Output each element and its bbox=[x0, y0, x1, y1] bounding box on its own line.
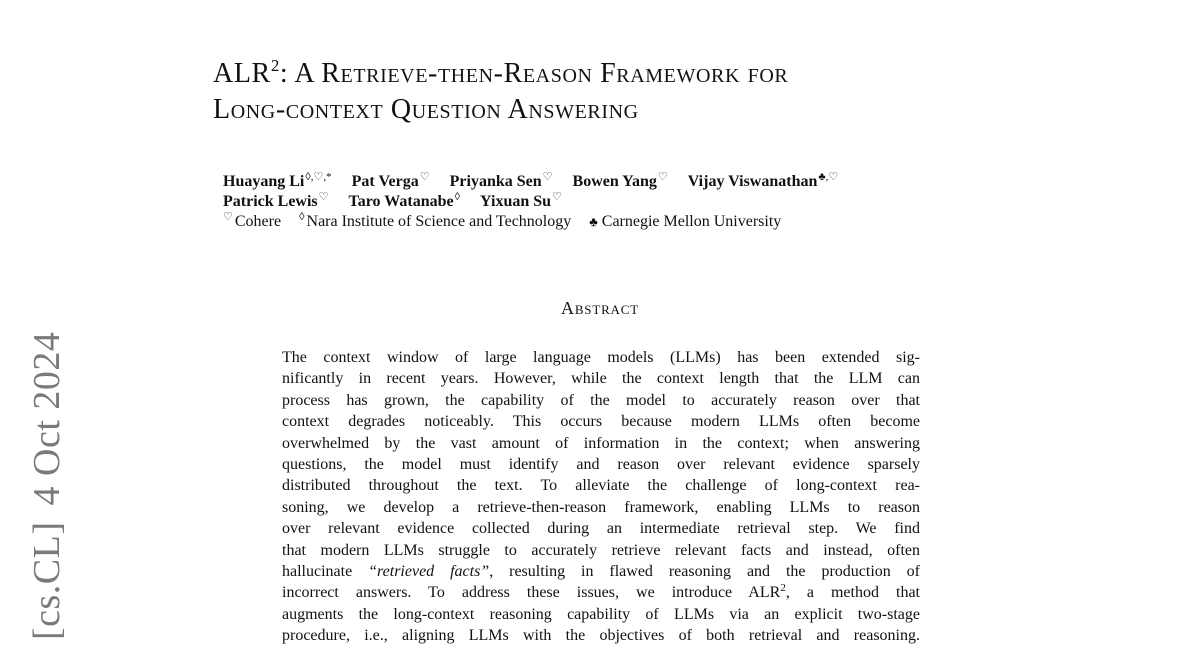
author-row-2 bbox=[223, 192, 1103, 212]
affiliation: ◊ Nara Institute of Science and Technology bbox=[299, 211, 572, 230]
abstract-line: process has grown, the capability of the model to accurately reason over that bbox=[282, 391, 920, 409]
author: Patrick Lewis♡ bbox=[223, 191, 329, 210]
title-line-2: Long-context Question Answering bbox=[213, 94, 639, 125]
abstract-line: incorrect answers. To address these issues, we introduce ALR$^2$, a method that bbox=[282, 582, 920, 602]
title-line-1 bbox=[213, 56, 1113, 92]
title-superscript: 2 bbox=[270, 56, 280, 75]
author-affiliation-marks: ♡ bbox=[318, 191, 329, 203]
author-block bbox=[223, 172, 1103, 232]
author-affiliation-marks: ♡ bbox=[419, 171, 430, 183]
arxiv-category: [cs.CL] bbox=[26, 521, 68, 640]
abstract-body bbox=[282, 347, 920, 647]
author-affiliation-marks: ♡ bbox=[552, 191, 562, 203]
abstract-line: augments the long-context reasoning capability of LLMs via an explicit two-stage bbox=[282, 605, 920, 623]
club-symbol-icon: ♣ bbox=[589, 214, 598, 229]
abstract-line: questions, the model must identify and reason over relevant evidence sparsely bbox=[282, 456, 920, 474]
abstract-line: nificantly in recent years. However, while the context length that the LLM can bbox=[282, 370, 920, 388]
diamond-symbol-icon: ◊ bbox=[299, 211, 305, 223]
author: Pat Verga♡ bbox=[351, 171, 430, 190]
paper-title bbox=[213, 56, 1113, 128]
title-acronym: ALR bbox=[213, 58, 271, 89]
author: Taro Watanabe◊ bbox=[348, 191, 461, 210]
abstract-line: that modern LLMs struggle to accurately retrieve relevant facts and instead, often bbox=[282, 541, 920, 559]
emphasized-phrase: “retrieved facts” bbox=[368, 563, 490, 581]
affiliation: ♣ Carnegie Mellon University bbox=[589, 213, 782, 230]
author-affiliation-marks: ♣,♡ bbox=[818, 171, 839, 183]
author-affiliation-marks: ◊ bbox=[454, 191, 461, 203]
author-affiliation-marks: ◊,♡,* bbox=[305, 171, 332, 183]
author: Bowen Yang♡ bbox=[572, 171, 668, 190]
title-line-1-text: : A Retrieve-then-Reason Framework for bbox=[279, 58, 789, 89]
abstract-line: The context window of large language models (LLMs) has been extended sig- bbox=[282, 349, 920, 366]
author-row-1 bbox=[223, 172, 1103, 192]
author-affiliation-marks: ♡ bbox=[657, 171, 668, 183]
author: Priyanka Sen♡ bbox=[449, 171, 553, 190]
author: Huayang Li◊,♡,* bbox=[223, 171, 332, 190]
arxiv-identifier-stamp bbox=[24, 320, 70, 640]
abstract-line: hallucinate “retrieved facts”, resulting in flawed reasoning and the production of bbox=[282, 563, 921, 581]
affiliations-row bbox=[223, 212, 1103, 232]
arxiv-date: 4 Oct 2024 bbox=[26, 331, 68, 506]
abstract-line: overwhelmed by the vast amount of information in the context; when answering bbox=[282, 434, 920, 452]
abstract-line: distributed throughout the text. To alleviate the challenge of long-context rea- bbox=[282, 477, 920, 495]
abstract-line: procedure, i.e., aligning LLMs with the objectives of both retrieval and reasoning. bbox=[282, 627, 920, 645]
author: Yixuan Su♡ bbox=[480, 191, 562, 210]
affiliation: ♡ Cohere bbox=[223, 211, 282, 230]
abstract-heading: Abstract bbox=[561, 298, 639, 318]
abstract-line: soning, we develop a retrieve-then-reason framework, enabling LLMs to reason bbox=[282, 498, 920, 516]
heart-symbol-icon: ♡ bbox=[223, 211, 233, 223]
abstract-line: over relevant evidence collected during an intermediate retrieval step. We find bbox=[282, 520, 920, 538]
author-affiliation-marks: ♡ bbox=[542, 171, 553, 183]
abstract-line: context degrades noticeably. This occurs because modern LLMs often become bbox=[282, 413, 920, 431]
author: Vijay Viswanathan♣,♡ bbox=[687, 171, 839, 190]
